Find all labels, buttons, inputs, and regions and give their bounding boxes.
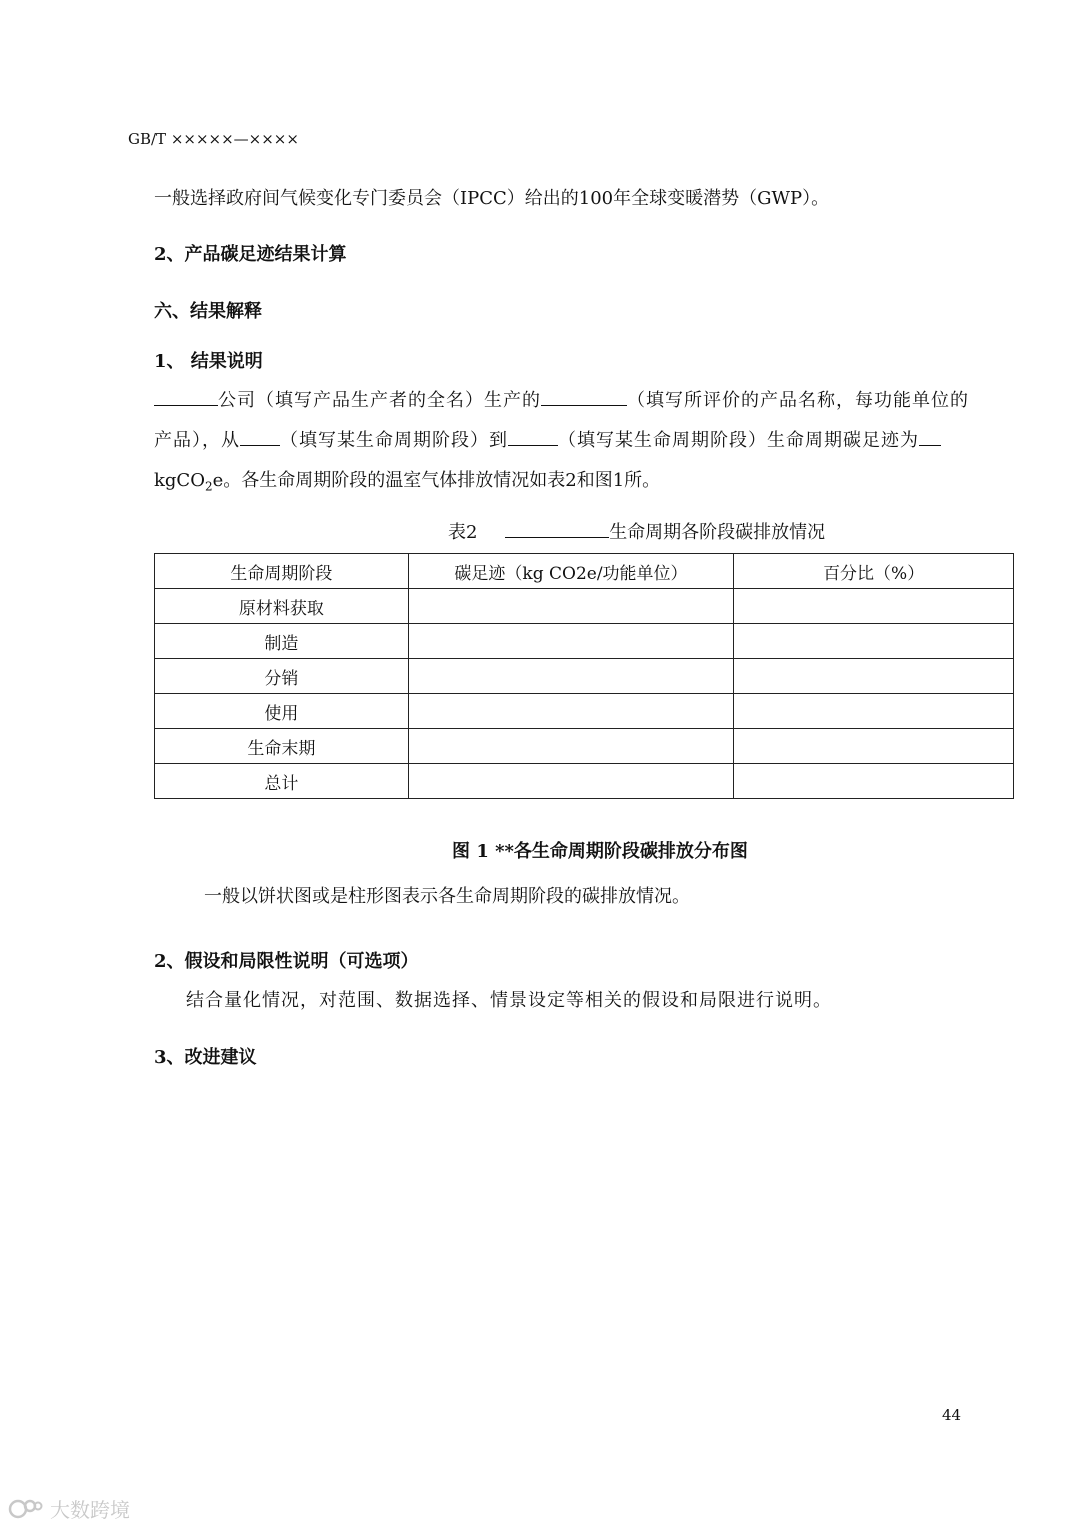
watermark [8,1494,130,1523]
blank-stage-from [240,427,280,446]
table-caption [448,518,825,544]
result-line2-c: （填写某生命周期阶段）生命周期碳足迹为 [558,430,919,451]
stage-cell: 分销 [155,659,409,694]
percent-cell [734,694,1014,729]
stage-cell: 使用 [155,694,409,729]
figure-note: 一般以饼状图或是柱形图表示各生命周期阶段的碳排放情况。 [204,886,690,907]
standard-code-header: GB/T ×××××—×××× [128,130,299,148]
result-line3-rest: 各生命周期阶段的温室气体排放情况如表2和图1所。 [241,470,661,491]
watermark-logo-icon [8,1496,44,1522]
stage-cell: 生命末期 [155,729,409,764]
stage-cell: 制造 [155,624,409,659]
col-header-percent: 百分比（%） [734,554,1014,589]
result-line-3 [154,466,660,494]
figure-caption: 图 1 **各生命周期阶段碳排放分布图 [452,841,748,862]
percent-cell [734,729,1014,764]
watermark-text: 大数跨境 [50,1498,130,1522]
table-row [155,589,1014,624]
result-line2-b: （填写某生命周期阶段）到 [280,430,508,451]
heading-calc: 2、产品碳足迹结果计算 [154,244,347,265]
blank-company [154,387,218,406]
table-row [155,624,1014,659]
table-label: 表2 [448,522,478,543]
blank-stage-to [508,427,558,446]
result-line-2 [154,426,941,452]
col-header-stage: 生命周期阶段 [155,554,409,589]
stage-cell: 原材料获取 [155,589,409,624]
blank-table-product [505,519,609,538]
percent-cell [734,589,1014,624]
table-header-row [155,554,1014,589]
emissions-table [154,553,1014,799]
result-line1-a: 公司（填写产品生产者的全名）生产的 [218,390,541,411]
intro-line: 一般选择政府间气候变化专门委员会（IPCC）给出的100年全球变暖潜势（GWP）。 [154,188,830,209]
stage-cell: 总计 [155,764,409,799]
blank-footprint [919,427,941,446]
col-header-footprint: 碳足迹（kg CO2e/功能单位） [408,554,734,589]
percent-cell [734,764,1014,799]
footprint-cell [408,659,734,694]
footprint-cell [408,589,734,624]
footprint-cell [408,764,734,799]
heading-six: 六、结果解释 [154,301,262,322]
heading-result: 1、 结果说明 [154,351,263,372]
footprint-cell [408,729,734,764]
table-row [155,694,1014,729]
unit-kgco2e: kgCO$_2$e。 [154,470,242,494]
table-row [155,764,1014,799]
percent-cell [734,659,1014,694]
table-title: 生命周期各阶段碳排放情况 [609,522,826,543]
result-line-1 [154,386,969,412]
heading-assumption: 2、假设和局限性说明（可选项） [154,951,419,972]
result-line1-b: （填写所评价的产品名称，每功能单位的 [627,390,969,411]
table-row [155,729,1014,764]
result-line2-a: 产品），从 [154,430,240,451]
assumption-text: 结合量化情况，对范围、数据选择、情景设定等相关的假设和局限进行说明。 [186,990,832,1011]
heading-improve: 3、改进建议 [154,1047,257,1068]
page-number: 44 [942,1406,962,1424]
footprint-cell [408,694,734,729]
percent-cell [734,624,1014,659]
footprint-cell [408,624,734,659]
blank-product [541,387,627,406]
table-row [155,659,1014,694]
